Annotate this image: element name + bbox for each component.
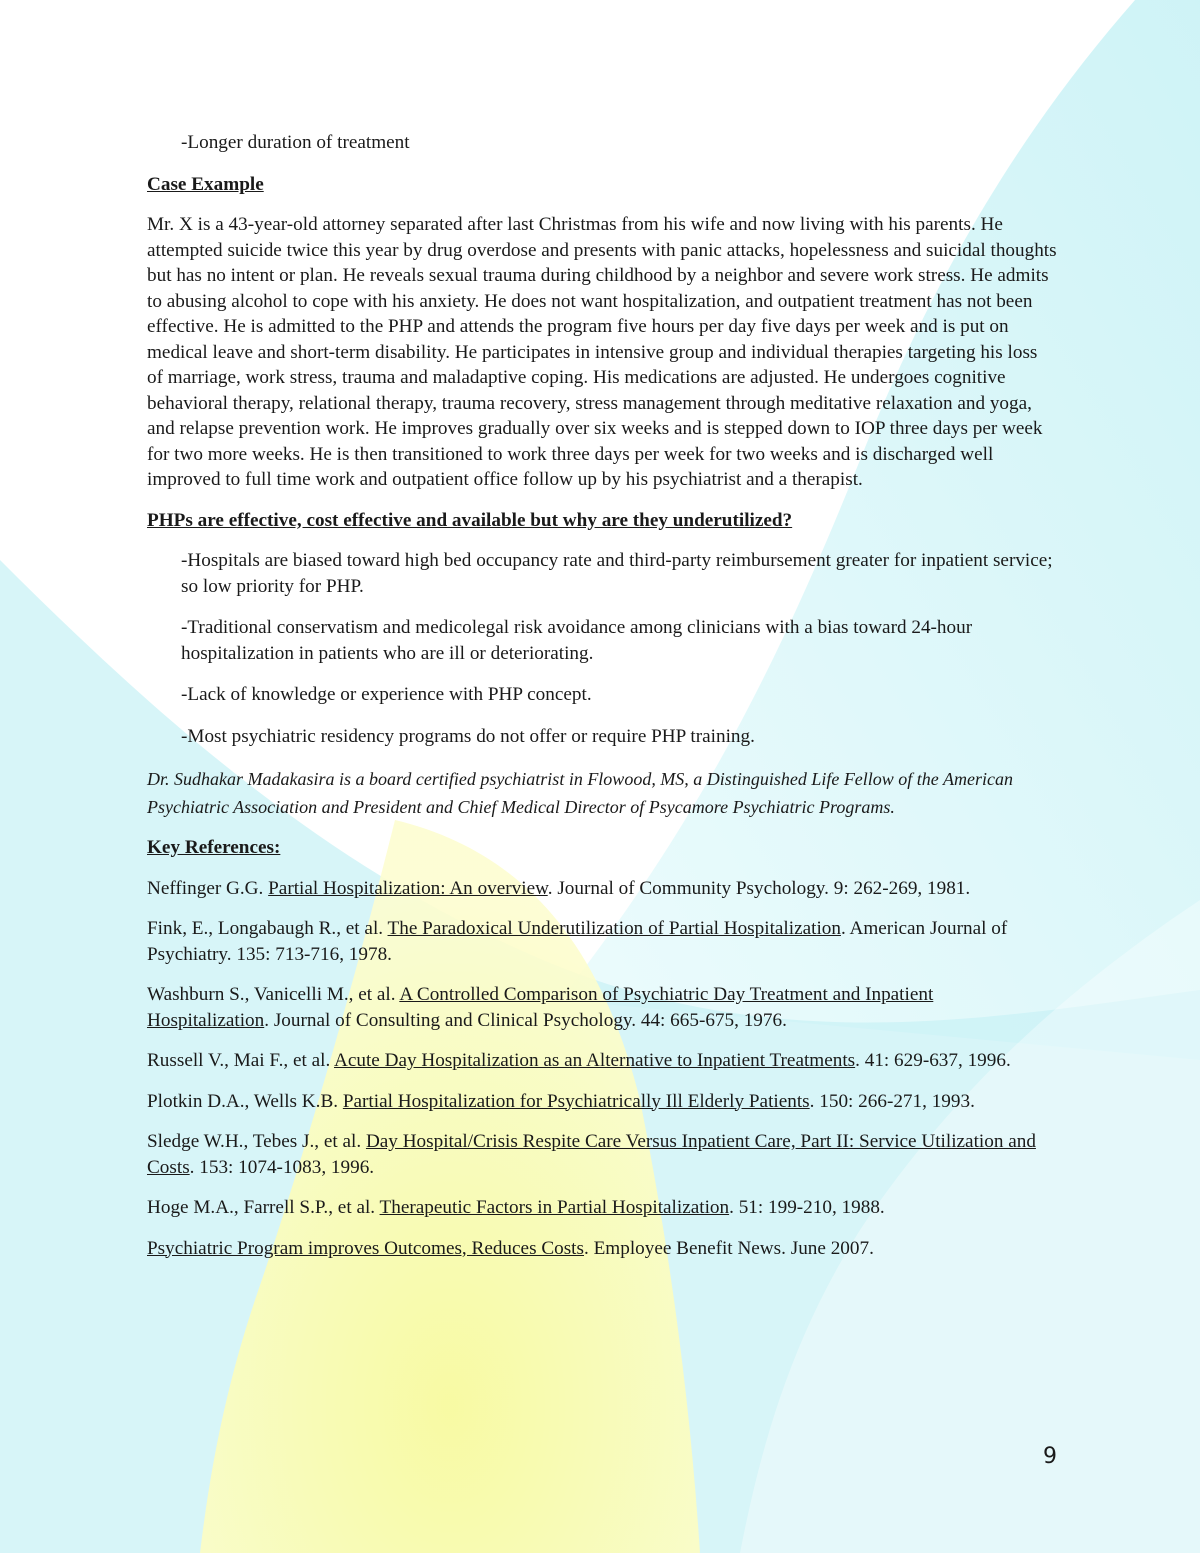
reference-title: Day Hospital/Crisis Respite Care Versus Inpatient Care, Part II: Service Utilization and Costs [147,1131,1036,1178]
case-example-paragraph: Mr. X is a 43-year-old attorney separated after last Christmas from his wife and now living with his parents. He attempted suicide twice this year by drug overdose and presents with panic attacks, hopelessness and suicidal thoughts but has no intent or plan. He reveals sexual trauma during childhood by a neighbor and severe work stress. He admits to abusing alcohol to cope with his anxiety. He does not want hospitalization, and outpatient treatment has not been effective. He is admitted to the PHP and attends the program five hours per day five days per week and is put on medical leave and short-term disability. He participates in intensive group and individual therapies targeting his loss of marriage, work stress, trauma and maladaptive coping. His medications are adjusted. He undergoes cognitive behavioral therapy, relational therapy, trauma recovery, stress management through meditative relaxation and yoga, and relapse prevention work. He improves gradually over six weeks and is stepped down to IOP three days per week for two more weeks. He is then transitioned to work three days per week for two weeks and is discharged well improved to full time work and outpatient office follow up by his psychiatrist and a therapist. [147,214,1057,490]
reference-item: Fink, E., Longabaugh R., et al. The Paradoxical Underutilization of Partial Hospitalization. American Journal of Psychiatry. 135: 713-716, 1978. [147,918,1008,965]
bullet-longer-duration: -Longer duration of treatment [181,132,410,153]
reference-item: Hoge M.A., Farrell S.P., et al. Therapeutic Factors in Partial Hospitalization. 51: 199-210, 1988. [147,1197,885,1218]
underutilized-item: -Most psychiatric residency programs do not offer or require PHP training. [181,725,755,747]
reference-item: Sledge W.H., Tebes J., et al. Day Hospital/Crisis Respite Care Versus Inpatient Care, Part II: Service Utilization and Costs. 153: 1074-1083, 1996. [147,1131,1036,1178]
underutilized-heading: PHPs are effective, cost effective and available but why are they underutilized? [147,509,793,531]
page-content [147,130,1057,1276]
underutilized-item: -Traditional conservatism and medicolegal risk avoidance among clinicians with a bias toward 24-hour hospitalization in patients who are ill or deteriorating. [181,617,973,664]
reference-title: Partial Hospitalization: An overview [268,877,548,899]
page-number: 9 [1043,1444,1057,1469]
reference-item: Neffinger G.G. Partial Hospitalization: An overview. Journal of Community Psychology. 9: 262-269, 1981. [147,877,971,899]
references-heading: Key References: [147,837,281,858]
author-bio: Dr. Sudhakar Madakasira is a board certified psychiatrist in Flowood, MS, a Distinguished Life Fellow of the American Psychiatric Association and President and Chief Medical Director of Psycamore Psychiatric Programs. [147,769,1013,817]
underutilized-item: -Hospitals are biased toward high bed occupancy rate and third-party reimbursement greater for inpatient service; so low priority for PHP. [181,550,1053,597]
reference-title: Partial Hospitalization for Psychiatrically Ill Elderly Patients [342,1090,810,1112]
reference-item: Psychiatric Program improves Outcomes, Reduces Costs. Employee Benefit News. June 2007. [147,1237,874,1259]
reference-item: Russell V., Mai F., et al. Acute Day Hospitalization as an Alternative to Inpatient Treatments. 41: 629-637, 1996. [147,1050,1011,1071]
reference-title: Therapeutic Factors in Partial Hospitalization [379,1197,730,1218]
reference-title: Psychiatric Program improves Outcomes, Reduces Costs [147,1237,584,1259]
reference-item: Washburn S., Vanicelli M., et al. A Controlled Comparison of Psychiatric Day Treatment and Inpatient Hospitalization. Journal of Consulting and Clinical Psychology. 44: 665-675, 1976. [147,984,934,1031]
underutilized-item: -Lack of knowledge or experience with PHP concept. [181,684,592,705]
reference-title: The Paradoxical Underutilization of Partial Hospitalization [387,918,841,939]
case-example-heading: Case Example [147,173,264,195]
reference-title: Acute Day Hospitalization as an Alternative to Inpatient Treatments [333,1050,856,1071]
reference-title: A Controlled Comparison of Psychiatric Day Treatment and Inpatient Hospitalization [147,984,934,1031]
reference-item: Plotkin D.A., Wells K.B. Partial Hospitalization for Psychiatrically Ill Elderly Patients. 150: 266-271, 1993. [147,1090,975,1112]
